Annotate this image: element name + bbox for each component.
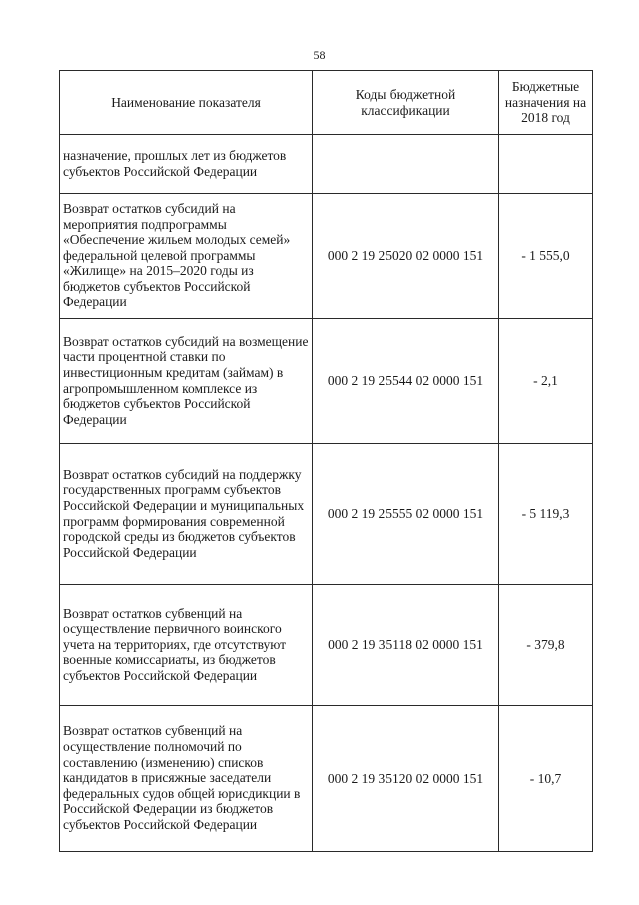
table-row (60, 444, 593, 585)
row-budget-amount: - 10,7 (499, 706, 593, 852)
table-header-row (60, 71, 593, 135)
row-budget-amount: - 5 119,3 (499, 444, 593, 585)
row-budget-amount (499, 135, 593, 194)
table-row (60, 319, 593, 444)
row-budget-amount: - 1 555,0 (499, 194, 593, 319)
row-indicator-name: Возврат остатков субсидий на мероприятия подпрограммы «Обеспечение жильем молодых семей» федеральной целевой программы «Жилище» на 2015–2020 годы из бюджетов субъектов Российской Федерации (60, 194, 313, 319)
row-budget-code: 000 2 19 25555 02 0000 151 (313, 444, 499, 585)
row-indicator-name: Возврат остатков субсидий на возмещение части процентной ставки по инвестиционным кредитам (займам) в агропромышленном комплексе из бюджетов субъектов Российской Федерации (60, 319, 313, 444)
row-indicator-name: Возврат остатков субвенций на осуществление полномочий по составлению (изменению) списков кандидатов в присяжные заседатели федеральных судов общей юрисдикции в Российской Федерации из бюджетов субъектов Российской Федерации (60, 706, 313, 852)
row-budget-code: 000 2 19 35120 02 0000 151 (313, 706, 499, 852)
row-indicator-name: Возврат остатков субсидий на поддержку государственных программ субъектов Российской Федерации и муниципальных программ формирования современной городской среды из бюджетов субъектов Российской Федерации (60, 444, 313, 585)
table-row (60, 585, 593, 706)
table-row (60, 194, 593, 319)
row-budget-code: 000 2 19 25020 02 0000 151 (313, 194, 499, 319)
row-budget-code: 000 2 19 25544 02 0000 151 (313, 319, 499, 444)
header-budget-code: Коды бюджетной классификации (313, 71, 499, 135)
row-indicator-name: Возврат остатков субвенций на осуществление первичного воинского учета на территориях, где отсутствуют военные комиссариаты, из бюджетов субъектов Российской Федерации (60, 585, 313, 706)
row-budget-code (313, 135, 499, 194)
header-indicator-name: Наименование показателя (60, 71, 313, 135)
row-budget-amount: - 2,1 (499, 319, 593, 444)
row-budget-code: 000 2 19 35118 02 0000 151 (313, 585, 499, 706)
header-budget-amount: Бюджетные назначения на 2018 год (499, 71, 593, 135)
row-indicator-name: назначение, прошлых лет из бюджетов субъектов Российской Федерации (60, 135, 313, 194)
table-row (60, 706, 593, 852)
page-number: 58 (313, 48, 326, 62)
budget-table (59, 70, 593, 852)
table-row (60, 135, 593, 194)
row-budget-amount: - 379,8 (499, 585, 593, 706)
